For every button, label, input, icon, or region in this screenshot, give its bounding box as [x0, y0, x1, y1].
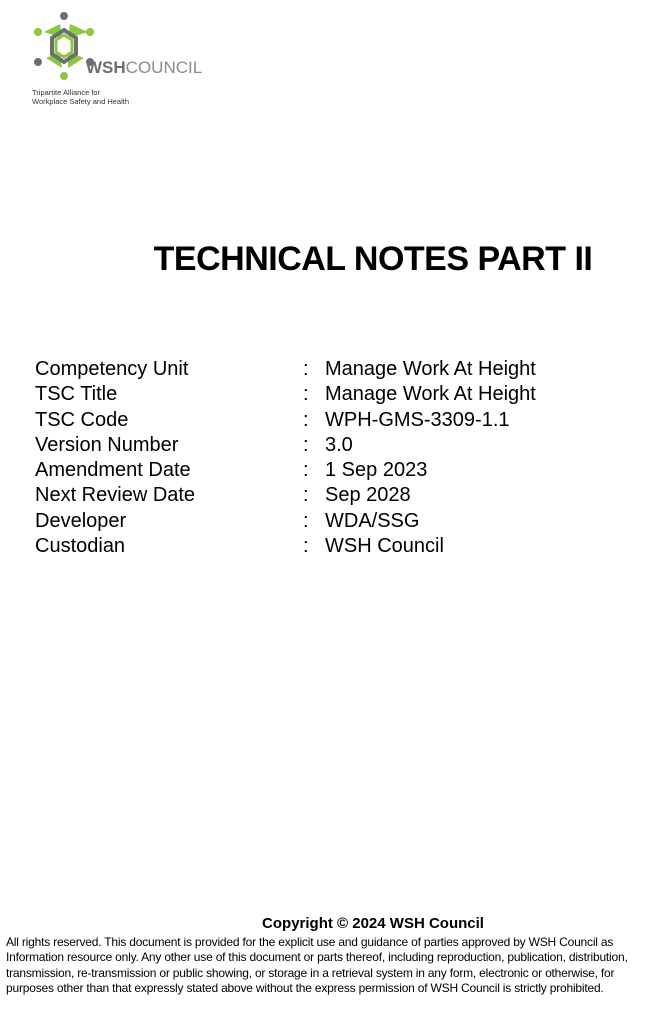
logo-wordmark-bold: WSH [86, 58, 126, 77]
detail-separator: : [303, 408, 309, 431]
detail-row-version-number [35, 433, 536, 458]
detail-row-tsc-code [35, 408, 536, 433]
detail-separator: : [303, 383, 309, 406]
detail-label: Version Number [35, 433, 179, 456]
detail-separator: : [303, 535, 309, 558]
detail-separator: : [303, 459, 309, 482]
document-details [35, 357, 536, 559]
detail-value: WDA/SSG [325, 509, 420, 532]
detail-separator: : [303, 358, 309, 380]
logo-tagline-line1: Tripartite Alliance for [32, 88, 101, 97]
detail-value: Sep 2028 [325, 484, 411, 507]
detail-value: WSH Council [325, 535, 444, 558]
detail-label: Competency Unit [35, 358, 189, 380]
logo-tagline [32, 88, 129, 106]
document-title: TECHNICAL NOTES PART II [153, 240, 593, 278]
detail-row-developer [35, 509, 536, 534]
detail-row-tsc-title [35, 382, 536, 407]
detail-label: Next Review Date [35, 484, 196, 507]
detail-row-amendment-date [35, 458, 536, 483]
detail-label: TSC Title [35, 383, 118, 406]
wsh-council-logo [30, 10, 210, 110]
detail-label: Developer [35, 509, 127, 532]
detail-value: 1 Sep 2023 [325, 459, 428, 482]
copyright-heading: Copyright © 2024 WSH Council [262, 915, 484, 932]
rights-statement: All rights reserved. This document is provided for the explicit use and guidance of parties approved by WSH Council as Information resource only. Any other use of this document or parts thereof, including reproduction, publication, distribution, transmission, re-transmission or public showing, or storage in a retrieval system in any form, electronic or otherwise, for purposes other than that expressly stated above without the express permission of WSH Council is strictly prohibited. [6, 935, 628, 996]
detail-label: Amendment Date [35, 459, 191, 482]
logo-wordmark-regular: COUNCIL [125, 58, 203, 77]
logo-wordmark [86, 58, 202, 78]
detail-value: WPH-GMS-3309-1.1 [325, 408, 510, 431]
detail-separator: : [303, 484, 309, 507]
detail-row-next-review-date [35, 483, 536, 508]
detail-label: TSC Code [35, 408, 129, 431]
detail-label: Custodian [35, 535, 126, 558]
logo-tagline-line2: Workplace Safety and Health [32, 97, 129, 106]
detail-row-custodian [35, 534, 536, 559]
detail-value: 3.0 [325, 433, 353, 456]
detail-row-competency-unit [35, 357, 536, 382]
detail-value: Manage Work At Height [325, 383, 536, 406]
detail-separator: : [303, 509, 309, 532]
detail-separator: : [303, 433, 309, 456]
detail-value: Manage Work At Height [325, 358, 536, 380]
